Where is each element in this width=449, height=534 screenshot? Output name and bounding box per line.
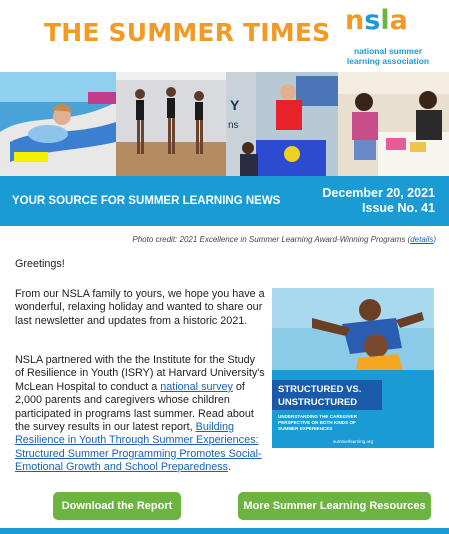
newsletter-header bbox=[0, 0, 449, 72]
greeting: Greetings! bbox=[15, 258, 65, 270]
dance-class-photo bbox=[116, 72, 226, 176]
svg-text:ns: ns bbox=[228, 120, 239, 131]
report-cover-title-2: UNSTRUCTURED bbox=[278, 397, 358, 408]
svg-text:SUMMER EXPERIENCES: SUMMER EXPERIENCES bbox=[278, 426, 333, 431]
issue-info bbox=[322, 186, 435, 216]
report-cover-image[interactable] bbox=[272, 288, 434, 448]
intro-paragraph: From our NSLA family to yours, we hope you have a wonderful, relaxing holiday and wanted to share our last newsletter and updates from a historic 2021. bbox=[15, 288, 265, 327]
report-cover-graphic bbox=[272, 288, 434, 448]
download-report-button[interactable]: Download the Report bbox=[53, 492, 181, 520]
photo-credit bbox=[132, 235, 436, 244]
survey-text-3: . bbox=[228, 461, 232, 474]
photo-strip bbox=[0, 72, 449, 176]
summer-program-photo-2 bbox=[116, 72, 226, 176]
newsletter-title: THE SUMMER TIMES bbox=[44, 18, 331, 47]
summer-program-photo-3 bbox=[226, 72, 338, 176]
survey-paragraph bbox=[15, 354, 267, 475]
report-cover-title-1: STRUCTURED VS. bbox=[278, 384, 362, 395]
summer-program-photo-1 bbox=[0, 72, 116, 176]
tagline: YOUR SOURCE FOR SUMMER LEARNING NEWS bbox=[12, 195, 281, 207]
report-title-link[interactable]: Building Resilience in Youth Through Summer Experiences: Structured Summer Programming Promotes Social-Emotional Growth and School Preparedness bbox=[15, 421, 262, 474]
logo-subtitle-line2: learning association bbox=[346, 56, 430, 66]
survey-text-2: of 2,000 parents and caregivers whose children participated in programs last summer. Read about the survey results in our latest report, bbox=[15, 380, 254, 434]
issue-date: December 20, 2021 bbox=[322, 186, 435, 200]
svg-text:PERSPECTIVE ON BOTH KINDS OF: PERSPECTIVE ON BOTH KINDS OF bbox=[278, 420, 356, 425]
national-survey-link[interactable]: national survey bbox=[160, 380, 233, 393]
outdoor-activity-photo bbox=[226, 72, 338, 176]
nsla-logo[interactable] bbox=[333, 6, 443, 68]
classroom-craft-photo bbox=[338, 72, 449, 176]
more-resources-button[interactable]: More Summer Learning Resources bbox=[238, 492, 431, 520]
svg-text:UNDERSTANDING THE CAREGIVER: UNDERSTANDING THE CAREGIVER bbox=[278, 414, 358, 419]
photo-credit-close: ) bbox=[433, 235, 436, 244]
report-cover-site: summerlearning.org bbox=[332, 439, 374, 444]
waterslide-photo bbox=[0, 72, 116, 176]
footer-bar bbox=[0, 528, 449, 534]
logo-subtitle-line1: national summer bbox=[353, 46, 423, 56]
photo-credit-text: Photo credit: 2021 Excellence in Summer Learning Award-Winning Programs ( bbox=[132, 235, 411, 244]
survey-text-1: NSLA partnered with the the Institute for the Study of Resilience in Youth (ISRY) at Harvard University's McLean Hospital to conduct a bbox=[15, 354, 265, 393]
svg-text:Y: Y bbox=[230, 97, 240, 113]
tagline-banner bbox=[0, 176, 449, 226]
details-link[interactable]: details bbox=[410, 235, 434, 244]
issue-number: Issue No. 41 bbox=[362, 201, 435, 215]
nsla-logo-wordmark: nsla bbox=[345, 5, 408, 36]
summer-program-photo-4 bbox=[338, 72, 449, 176]
